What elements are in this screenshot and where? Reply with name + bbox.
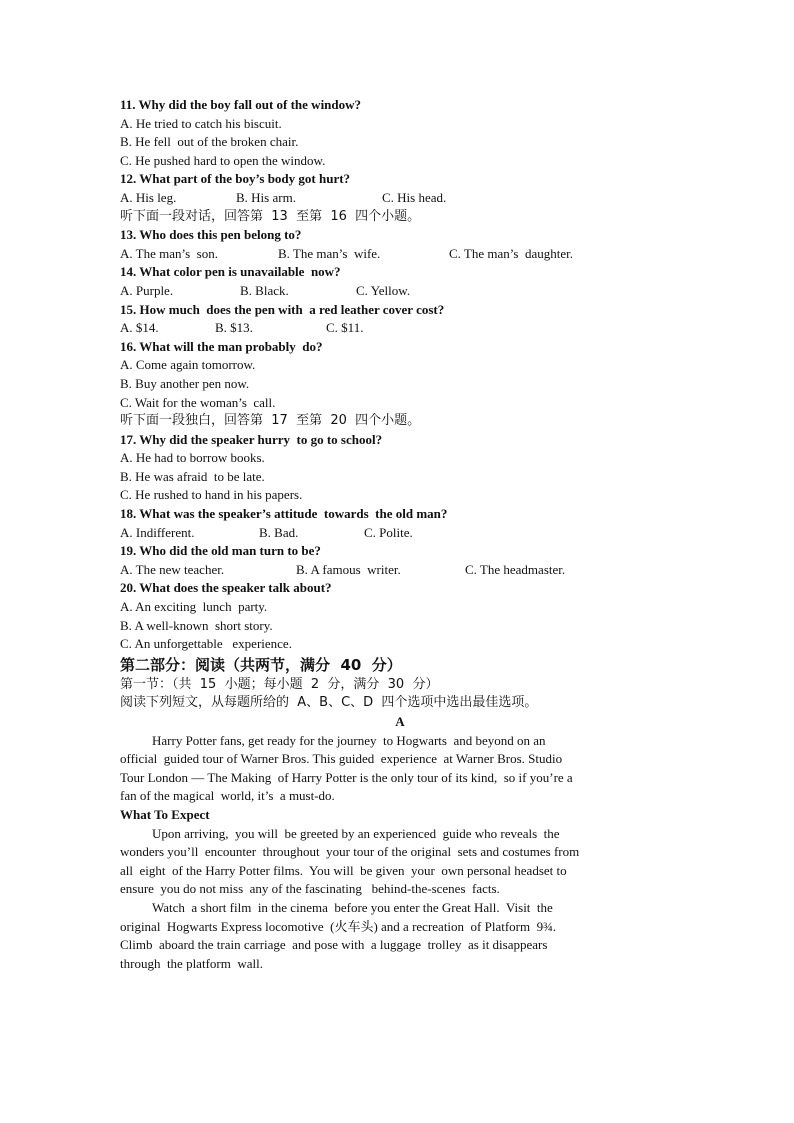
question-20: 20. What does the speaker talk about? [120, 580, 332, 596]
option-20c: C. An unforgettable experience. [120, 636, 292, 652]
option-12b: B. His arm. [236, 189, 296, 205]
option-12c: C. His head. [382, 189, 447, 205]
option-19b: B. A famous writer. [296, 561, 401, 577]
passage-p1-line1: Harry Potter fans, get ready for the journey to Hogwarts and beyond on an [152, 732, 546, 748]
passage-p1-line3: Tour London — The Making of Harry Potter is the only tour of its kind, so if you’re a [120, 769, 573, 785]
question-15: 15. How much does the pen with a red leather cover cost? [120, 301, 445, 317]
option-18a: A. Indifferent. [120, 524, 195, 540]
options-13 [120, 245, 680, 264]
option-13c: C. The man’s daughter. [449, 245, 573, 261]
question-14: 14. What color pen is unavailable now? [120, 264, 341, 280]
options-12 [120, 189, 680, 208]
option-14a: A. Purple. [120, 282, 174, 298]
option-15a: A. $14. [120, 320, 159, 336]
option-17c: C. He rushed to hand in his papers. [120, 487, 303, 503]
options-15 [120, 319, 680, 338]
option-13a: A. The man’s son. [120, 245, 218, 261]
instruction-13-16: 听下面一段对话，回答第 13 至第 16 四个小题。 [120, 208, 421, 224]
question-18: 18. What was the speaker’s attitude towards the old man? [120, 506, 448, 522]
option-15b: B. $13. [215, 320, 253, 336]
option-12a: A. His leg. [120, 189, 177, 205]
section1-heading: 第一节：（共 15 小题；每小题 2 分，满分 30 分） [120, 676, 439, 692]
passage-p2-line2: wonders you’ll encounter throughout your tour of the original sets and costumes from [120, 844, 580, 860]
passage-p2-line1: Upon arriving, you will be greeted by an experienced guide who reveals the [152, 825, 560, 841]
passage-p3-line2: original Hogwarts Express locomotive (火车头) and a recreation of Platform 9¾. [120, 918, 557, 934]
passage-p1-line2: official guided tour of Warner Bros. This guided experience at Warner Bros. Studio [120, 751, 563, 767]
instruction-17-20: 听下面一段独白，回答第 17 至第 20 四个小题。 [120, 413, 421, 429]
exam-page [120, 96, 680, 973]
option-13b: B. The man’s wife. [278, 245, 381, 261]
passage-p2-line3: all eight of the Harry Potter films. You will be given your own personal headset to [120, 862, 567, 878]
options-18 [120, 524, 680, 543]
passage-p3-line3: Climb aboard the train carriage and pose with a luggage trolley as it disappears [120, 937, 548, 953]
option-15c: C. $11. [326, 320, 364, 336]
option-19c: C. The headmaster. [465, 561, 566, 577]
passage-label: A [395, 714, 405, 729]
reading-instruction: 阅读下列短文，从每题所给的 A、B、C、D 四个选项中选出最佳选项。 [120, 695, 538, 711]
question-16: 16. What will the man probably do? [120, 338, 323, 354]
option-18b: B. Bad. [259, 524, 299, 540]
option-14b: B. Black. [240, 282, 289, 298]
option-11b: B. He fell out of the broken chair. [120, 134, 299, 150]
passage-p3-line1: Watch a short film in the cinema before you enter the Great Hall. Visit the [152, 899, 553, 915]
option-17a: A. He had to borrow books. [120, 450, 265, 466]
options-14 [120, 282, 680, 301]
question-19: 19. Who did the old man turn to be? [120, 543, 321, 559]
question-12: 12. What part of the boy’s body got hurt? [120, 171, 351, 187]
option-17b: B. He was afraid to be late. [120, 468, 265, 484]
option-16a: A. Come again tomorrow. [120, 357, 256, 373]
question-11: 11. Why did the boy fall out of the window? [120, 97, 362, 112]
passage-p3-line4: through the platform wall. [120, 955, 263, 971]
options-19 [120, 561, 680, 580]
option-19a: A. The new teacher. [120, 561, 225, 577]
passage-p1-line4: fan of the magical world, it’s a must-do. [120, 788, 335, 804]
option-11c: C. He pushed hard to open the window. [120, 152, 326, 168]
question-17: 17. Why did the speaker hurry to go to school? [120, 431, 383, 447]
option-20b: B. A well-known short story. [120, 617, 273, 633]
option-11a: A. He tried to catch his biscuit. [120, 115, 282, 131]
option-18c: C. Polite. [364, 524, 413, 540]
subheading-what-to-expect: What To Expect [120, 806, 210, 822]
option-16b: B. Buy another pen now. [120, 375, 250, 391]
part2-title: 第二部分：阅读（共两节，满分 40 分） [120, 655, 402, 674]
option-16c: C. Wait for the woman’s call. [120, 394, 276, 410]
option-20a: A. An exciting lunch party. [120, 599, 268, 615]
option-14c: C. Yellow. [356, 282, 411, 298]
question-13: 13. Who does this pen belong to? [120, 227, 302, 243]
passage-p2-line4: ensure you do not miss any of the fascinating behind-the-scenes facts. [120, 881, 500, 897]
